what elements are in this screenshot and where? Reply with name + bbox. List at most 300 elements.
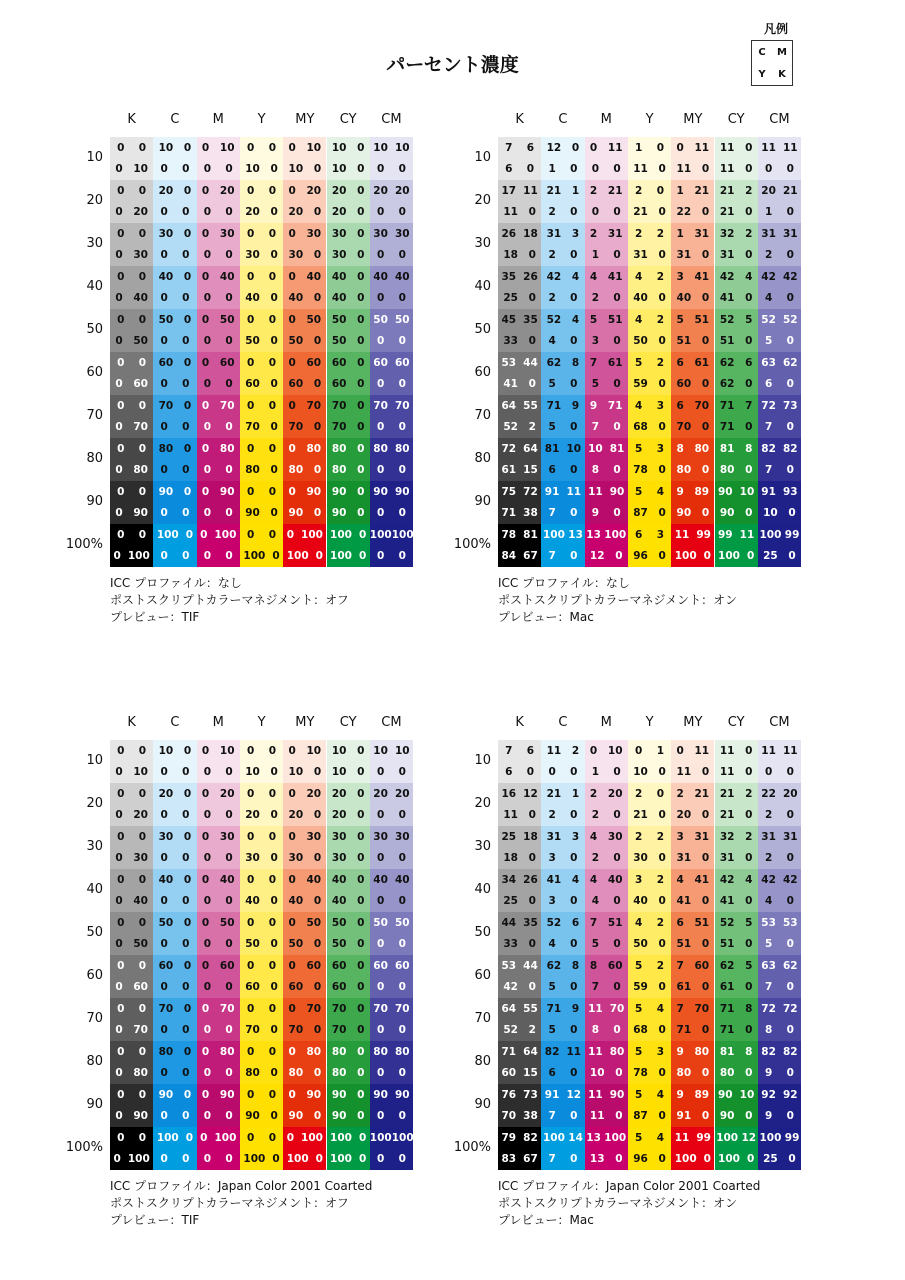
cmyk-cell: 7 51 — [585, 912, 628, 934]
cmyk-cell: 11 0 — [498, 202, 541, 224]
cmyk-cell: 3 31 — [671, 826, 714, 848]
cmyk-cell: 0 0 — [153, 245, 196, 267]
column-headers — [110, 112, 413, 132]
cmyk-cell: 92 92 — [758, 1084, 801, 1106]
cmyk-cell: 100 0 — [240, 546, 283, 568]
cmyk-cell: 41 0 — [715, 288, 758, 310]
cmyk-cell: 0 0 — [110, 137, 153, 159]
cmyk-cell: 96 0 — [628, 1149, 671, 1171]
cmyk-cell: 0 0 — [110, 826, 153, 848]
cmyk-cell: 90 0 — [715, 1106, 758, 1128]
cmyk-cell: 0 0 — [197, 546, 240, 568]
cmyk-cell: 80 0 — [283, 1063, 326, 1085]
cmyk-cell: 7 0 — [758, 417, 801, 439]
cmyk-cell: 0 80 — [283, 1041, 326, 1063]
cmyk-cell: 25 0 — [758, 1149, 801, 1171]
cmyk-cell: 20 0 — [671, 805, 714, 827]
cmyk-cell: 0 0 — [153, 374, 196, 396]
cmyk-cell: 70 0 — [240, 417, 283, 439]
cmyk-cell: 87 0 — [628, 503, 671, 525]
cmyk-cell: 0 90 — [197, 481, 240, 503]
cmyk-cell: 0 0 — [240, 826, 283, 848]
column-header-y: Y — [257, 715, 266, 730]
cmyk-cell: 91 11 — [541, 481, 584, 503]
cmyk-cell: 82 82 — [758, 1041, 801, 1063]
column-header-k: K — [127, 112, 136, 127]
cmyk-cell: 0 0 — [197, 417, 240, 439]
cmyk-cell: 2 0 — [628, 180, 671, 202]
cmyk-cell: 1 21 — [671, 180, 714, 202]
cmyk-cell: 40 0 — [153, 869, 196, 891]
cmyk-cell: 80 0 — [327, 438, 370, 460]
row-label: 90 — [474, 1097, 491, 1112]
cmyk-cell: 30 30 — [370, 223, 413, 245]
cmyk-cell: 6 0 — [498, 159, 541, 181]
cmyk-cell: 20 0 — [283, 202, 326, 224]
note-line: ポストスクリプトカラーマネジメント：オン — [498, 1196, 738, 1210]
cmyk-cell: 53 44 — [498, 352, 541, 374]
cmyk-cell: 50 0 — [327, 309, 370, 331]
cmyk-cell: 30 0 — [327, 223, 370, 245]
cmyk-cell: 0 100 — [110, 1149, 153, 1171]
row-label: 50 — [86, 925, 103, 940]
cmyk-cell: 33 0 — [498, 934, 541, 956]
cmyk-cell: 10 10 — [370, 137, 413, 159]
cmyk-cell: 60 60 — [370, 352, 413, 374]
cmyk-cell: 9 89 — [671, 481, 714, 503]
panel-notes — [498, 1178, 760, 1229]
cmyk-cell: 10 0 — [283, 762, 326, 784]
cmyk-cell: 0 20 — [197, 783, 240, 805]
cmyk-cell: 10 0 — [283, 159, 326, 181]
row-label: 30 — [474, 236, 491, 251]
column-header-my: MY — [295, 112, 315, 127]
cmyk-cell: 100 12 — [715, 1127, 758, 1149]
cmyk-cell: 4 3 — [628, 395, 671, 417]
cmyk-cell: 0 90 — [283, 481, 326, 503]
cmyk-cell: 60 0 — [671, 374, 714, 396]
cmyk-cell: 7 0 — [541, 503, 584, 525]
cmyk-cell: 30 0 — [327, 826, 370, 848]
cmyk-cell: 5 0 — [541, 374, 584, 396]
cmyk-cell: 0 30 — [197, 826, 240, 848]
cmyk-cell: 0 0 — [153, 977, 196, 999]
panel-no-icc-pscm-on — [388, 112, 800, 632]
cmyk-cell: 0 80 — [197, 438, 240, 460]
row-label: 40 — [86, 882, 103, 897]
cmyk-cell: 0 0 — [110, 352, 153, 374]
cmyk-cell: 0 0 — [370, 374, 413, 396]
cmyk-cell: 100 0 — [327, 1149, 370, 1171]
cmyk-cell: 31 0 — [628, 245, 671, 267]
cmyk-cell: 40 0 — [283, 288, 326, 310]
cmyk-cell: 0 80 — [110, 1063, 153, 1085]
row-label: 50 — [474, 322, 491, 337]
column-header-c: C — [170, 112, 180, 127]
cmyk-cell: 31 0 — [715, 848, 758, 870]
cmyk-cell: 0 0 — [197, 1020, 240, 1042]
cmyk-cell: 40 40 — [370, 869, 413, 891]
cmyk-cell: 31 31 — [758, 223, 801, 245]
cmyk-cell: 63 62 — [758, 352, 801, 374]
cmyk-cell: 42 4 — [715, 869, 758, 891]
cmyk-cell: 30 0 — [240, 245, 283, 267]
panel-no-icc-pscm-off — [0, 112, 414, 632]
cmyk-cell: 52 4 — [541, 309, 584, 331]
legend-k: K — [778, 68, 786, 80]
cmyk-cell: 0 20 — [110, 805, 153, 827]
row-label: 80 — [474, 451, 491, 466]
cmyk-cell: 60 0 — [153, 955, 196, 977]
cmyk-cell: 60 0 — [283, 374, 326, 396]
row-label: 50 — [86, 322, 103, 337]
cmyk-cell: 61 15 — [498, 460, 541, 482]
cmyk-cell: 100 0 — [715, 546, 758, 568]
row-label: 60 — [474, 968, 491, 983]
cmyk-cell: 70 0 — [283, 1020, 326, 1042]
cmyk-cell: 0 0 — [153, 503, 196, 525]
cmyk-cell: 0 40 — [283, 266, 326, 288]
cmyk-cell: 4 40 — [585, 869, 628, 891]
column-header-my: MY — [683, 715, 703, 730]
cmyk-cell: 2 0 — [541, 202, 584, 224]
cmyk-cell: 40 0 — [327, 288, 370, 310]
cmyk-cell: 5 4 — [628, 481, 671, 503]
row-label: 80 — [86, 451, 103, 466]
panel-notes — [110, 1178, 372, 1229]
note-line: プレビュー：Mac — [498, 1213, 594, 1227]
cmyk-cell: 30 0 — [628, 848, 671, 870]
cmyk-cell: 80 0 — [671, 460, 714, 482]
cmyk-cell: 0 10 — [585, 740, 628, 762]
cmyk-cell: 0 70 — [197, 998, 240, 1020]
cmyk-cell: 80 0 — [715, 460, 758, 482]
cmyk-cell: 50 50 — [370, 309, 413, 331]
cmyk-cell: 60 0 — [327, 352, 370, 374]
cmyk-cell: 0 0 — [370, 848, 413, 870]
cmyk-cell: 0 50 — [110, 934, 153, 956]
cmyk-cell: 63 62 — [758, 955, 801, 977]
cmyk-cell: 21 1 — [541, 180, 584, 202]
cmyk-cell: 0 20 — [283, 180, 326, 202]
cmyk-cell: 100 0 — [327, 1127, 370, 1149]
cmyk-cell: 40 0 — [628, 891, 671, 913]
cmyk-cell: 5 4 — [628, 998, 671, 1020]
cmyk-cell: 0 0 — [110, 955, 153, 977]
cmyk-cell: 5 51 — [585, 309, 628, 331]
column-header-m: M — [212, 112, 224, 127]
note-line: プレビュー：Mac — [498, 610, 594, 624]
cmyk-cell: 0 0 — [153, 891, 196, 913]
cmyk-cell: 0 60 — [283, 955, 326, 977]
row-label: 40 — [474, 882, 491, 897]
cmyk-cell: 0 0 — [240, 352, 283, 374]
cmyk-cell: 0 0 — [370, 159, 413, 181]
cmyk-cell: 0 50 — [197, 309, 240, 331]
cmyk-cell: 0 0 — [370, 1063, 413, 1085]
cmyk-cell: 5 2 — [628, 955, 671, 977]
row-label: 30 — [474, 839, 491, 854]
cmyk-cell: 0 0 — [110, 912, 153, 934]
legend-box — [751, 40, 793, 86]
cmyk-cell: 5 4 — [628, 1084, 671, 1106]
cmyk-cell: 61 0 — [671, 977, 714, 999]
cmyk-cell: 2 31 — [585, 223, 628, 245]
cmyk-cell: 0 0 — [370, 245, 413, 267]
cmyk-cell: 83 67 — [498, 1149, 541, 1171]
cmyk-cell: 0 0 — [110, 869, 153, 891]
panel-notes — [498, 575, 737, 626]
cmyk-cell: 0 0 — [240, 1041, 283, 1063]
cmyk-cell: 0 0 — [110, 438, 153, 460]
cmyk-cell: 4 2 — [628, 309, 671, 331]
cmyk-cell: 6 61 — [671, 352, 714, 374]
cmyk-cell: 0 40 — [110, 891, 153, 913]
cmyk-cell: 70 0 — [240, 1020, 283, 1042]
cmyk-cell: 0 0 — [110, 524, 153, 546]
cmyk-cell: 0 0 — [110, 740, 153, 762]
cmyk-cell: 7 6 — [498, 137, 541, 159]
row-label: 100% — [453, 537, 491, 552]
cmyk-cell: 0 100 — [197, 1127, 240, 1149]
panel-japancolor-pscm-off — [0, 715, 414, 1235]
cmyk-cell: 100 0 — [283, 546, 326, 568]
cmyk-cell: 70 0 — [671, 417, 714, 439]
cmyk-cell: 72 64 — [498, 438, 541, 460]
cmyk-cell: 35 26 — [498, 266, 541, 288]
cmyk-cell: 8 0 — [758, 1020, 801, 1042]
cmyk-cell: 10 0 — [153, 137, 196, 159]
cmyk-cell: 80 0 — [327, 1041, 370, 1063]
cmyk-cell: 0 0 — [110, 998, 153, 1020]
cmyk-cell: 82 11 — [541, 1041, 584, 1063]
cmyk-cell: 25 0 — [498, 288, 541, 310]
cmyk-cell: 0 10 — [283, 740, 326, 762]
cmyk-cell: 10 0 — [327, 740, 370, 762]
cmyk-cell: 0 0 — [370, 977, 413, 999]
cmyk-cell: 71 8 — [715, 998, 758, 1020]
cmyk-cell: 72 72 — [758, 998, 801, 1020]
cmyk-cell: 100 0 — [715, 1149, 758, 1171]
cmyk-cell: 90 0 — [715, 503, 758, 525]
cmyk-cell: 0 0 — [240, 223, 283, 245]
cmyk-cell: 0 40 — [283, 869, 326, 891]
cmyk-cell: 60 0 — [327, 374, 370, 396]
cmyk-cell: 2 21 — [585, 180, 628, 202]
cmyk-cell: 50 0 — [327, 934, 370, 956]
note-line: ICC プロファイル：なし — [110, 576, 242, 590]
row-label: 60 — [86, 968, 103, 983]
cmyk-cell: 70 38 — [498, 1106, 541, 1128]
cmyk-cell: 41 0 — [498, 374, 541, 396]
cmyk-cell: 20 0 — [327, 805, 370, 827]
cmyk-cell: 10 0 — [327, 159, 370, 181]
cmyk-cell: 91 0 — [671, 1106, 714, 1128]
cmyk-cell: 0 0 — [110, 266, 153, 288]
cmyk-cell: 20 0 — [327, 783, 370, 805]
cmyk-cell: 60 0 — [153, 352, 196, 374]
cmyk-cell: 42 42 — [758, 869, 801, 891]
cmyk-cell: 0 0 — [197, 977, 240, 999]
column-header-k: K — [515, 715, 524, 730]
cmyk-cell: 40 0 — [327, 891, 370, 913]
cmyk-cell: 0 0 — [153, 288, 196, 310]
cmyk-cell: 50 0 — [153, 309, 196, 331]
cmyk-cell: 7 60 — [671, 955, 714, 977]
cmyk-cell: 90 0 — [153, 481, 196, 503]
cmyk-cell: 6 0 — [541, 460, 584, 482]
cmyk-cell: 0 0 — [240, 266, 283, 288]
cmyk-cell: 0 20 — [110, 202, 153, 224]
cmyk-cell: 40 0 — [240, 891, 283, 913]
cmyk-cell: 10 0 — [327, 137, 370, 159]
cmyk-cell: 0 0 — [110, 481, 153, 503]
cmyk-cell: 0 11 — [585, 137, 628, 159]
cmyk-cell: 10 0 — [327, 762, 370, 784]
cmyk-cell: 16 12 — [498, 783, 541, 805]
column-header-my: MY — [295, 715, 315, 730]
cmyk-cell: 70 0 — [153, 998, 196, 1020]
cmyk-cell: 10 81 — [585, 438, 628, 460]
cmyk-cell: 0 0 — [370, 546, 413, 568]
cmyk-cell: 80 0 — [240, 1063, 283, 1085]
cmyk-cell: 20 0 — [327, 180, 370, 202]
cmyk-cell: 53 53 — [758, 912, 801, 934]
cmyk-cell: 0 70 — [283, 998, 326, 1020]
cmyk-cell: 90 0 — [283, 1106, 326, 1128]
cmyk-cell: 60 0 — [327, 955, 370, 977]
cmyk-cell: 71 0 — [715, 417, 758, 439]
cmyk-cell: 21 0 — [715, 805, 758, 827]
panel-japancolor-pscm-on — [388, 715, 800, 1235]
cmyk-cell: 60 0 — [240, 977, 283, 999]
cmyk-cell: 11 11 — [758, 137, 801, 159]
cmyk-cell: 81 8 — [715, 438, 758, 460]
cmyk-cell: 0 40 — [197, 869, 240, 891]
row-label: 70 — [86, 408, 103, 423]
cmyk-cell: 11 0 — [715, 159, 758, 181]
cmyk-cell: 0 0 — [240, 137, 283, 159]
cmyk-cell: 81 10 — [541, 438, 584, 460]
cmyk-cell: 0 0 — [153, 848, 196, 870]
cmyk-cell: 0 0 — [370, 417, 413, 439]
cmyk-cell: 70 0 — [327, 1020, 370, 1042]
cmyk-cell: 50 50 — [370, 912, 413, 934]
column-header-m: M — [600, 112, 612, 127]
legend-c: C — [758, 46, 766, 58]
cmyk-cell: 3 2 — [628, 869, 671, 891]
row-label: 80 — [474, 1054, 491, 1069]
cmyk-cell: 20 0 — [327, 202, 370, 224]
cmyk-cell: 51 0 — [671, 934, 714, 956]
cmyk-cell: 0 0 — [197, 1149, 240, 1171]
cmyk-cell: 4 2 — [628, 912, 671, 934]
cmyk-cell: 0 100 — [283, 524, 326, 546]
cmyk-cell: 40 0 — [327, 266, 370, 288]
cmyk-cell: 0 0 — [240, 309, 283, 331]
cmyk-cell: 71 9 — [541, 395, 584, 417]
column-header-c: C — [558, 112, 568, 127]
cmyk-cell: 0 0 — [758, 159, 801, 181]
cmyk-cell: 78 0 — [628, 460, 671, 482]
cmyk-cell: 20 0 — [153, 783, 196, 805]
cmyk-cell: 0 0 — [153, 934, 196, 956]
cmyk-cell: 21 0 — [628, 805, 671, 827]
row-label: 60 — [86, 365, 103, 380]
cmyk-cell: 84 67 — [498, 546, 541, 568]
page-title: パーセント濃度 — [386, 54, 519, 76]
cmyk-cell: 31 0 — [671, 245, 714, 267]
cmyk-cell: 0 0 — [197, 245, 240, 267]
note-line: ポストスクリプトカラーマネジメント：オフ — [110, 1196, 349, 1210]
cmyk-cell: 11 0 — [498, 805, 541, 827]
column-header-y: Y — [645, 112, 654, 127]
cmyk-cell: 0 0 — [240, 912, 283, 934]
cmyk-cell: 0 10 — [110, 762, 153, 784]
cmyk-cell: 0 0 — [153, 331, 196, 353]
cmyk-cell: 0 0 — [197, 805, 240, 827]
cmyk-cell: 100 0 — [283, 1149, 326, 1171]
cmyk-cell: 0 0 — [153, 159, 196, 181]
cmyk-cell: 62 0 — [715, 374, 758, 396]
cmyk-cell: 52 2 — [498, 1020, 541, 1042]
cmyk-cell: 62 6 — [715, 352, 758, 374]
cmyk-cell: 100 0 — [153, 1127, 196, 1149]
cmyk-cell: 100 100 — [370, 524, 413, 546]
cmyk-cell: 0 0 — [153, 202, 196, 224]
cmyk-cell: 0 10 — [197, 740, 240, 762]
cmyk-cell: 4 41 — [585, 266, 628, 288]
column-header-c: C — [170, 715, 180, 730]
cmyk-cell: 11 0 — [671, 159, 714, 181]
cmyk-cell: 7 70 — [671, 998, 714, 1020]
cmyk-cell: 0 0 — [197, 159, 240, 181]
cmyk-cell: 52 2 — [498, 417, 541, 439]
cmyk-cell: 100 0 — [327, 524, 370, 546]
cmyk-cell: 50 0 — [628, 934, 671, 956]
cmyk-cell: 80 0 — [240, 460, 283, 482]
column-headers — [498, 715, 801, 735]
cmyk-cell: 0 100 — [197, 524, 240, 546]
cmyk-cell: 0 0 — [370, 460, 413, 482]
cmyk-cell: 0 0 — [153, 417, 196, 439]
cmyk-cell: 20 0 — [240, 202, 283, 224]
cmyk-cell: 2 0 — [585, 805, 628, 827]
cmyk-cell: 31 31 — [758, 826, 801, 848]
cmyk-cell: 100 0 — [240, 1149, 283, 1171]
cmyk-cell: 62 8 — [541, 352, 584, 374]
cmyk-cell: 0 1 — [628, 740, 671, 762]
cmyk-cell: 25 0 — [758, 546, 801, 568]
cmyk-cell: 0 0 — [370, 503, 413, 525]
cmyk-cell: 20 0 — [283, 805, 326, 827]
column-header-k: K — [515, 112, 524, 127]
cmyk-cell: 0 70 — [283, 395, 326, 417]
cmyk-cell: 0 70 — [110, 1020, 153, 1042]
cmyk-cell: 60 15 — [498, 1063, 541, 1085]
cmyk-cell: 82 82 — [758, 438, 801, 460]
cmyk-cell: 41 4 — [541, 869, 584, 891]
cmyk-cell: 42 42 — [758, 266, 801, 288]
column-header-cm: CM — [381, 112, 402, 127]
column-header-y: Y — [645, 715, 654, 730]
cmyk-cell: 5 0 — [758, 934, 801, 956]
color-grid — [498, 740, 801, 1170]
cmyk-cell: 18 0 — [498, 245, 541, 267]
cmyk-cell: 90 0 — [327, 1084, 370, 1106]
cmyk-cell: 8 60 — [585, 955, 628, 977]
cmyk-cell: 68 0 — [628, 1020, 671, 1042]
